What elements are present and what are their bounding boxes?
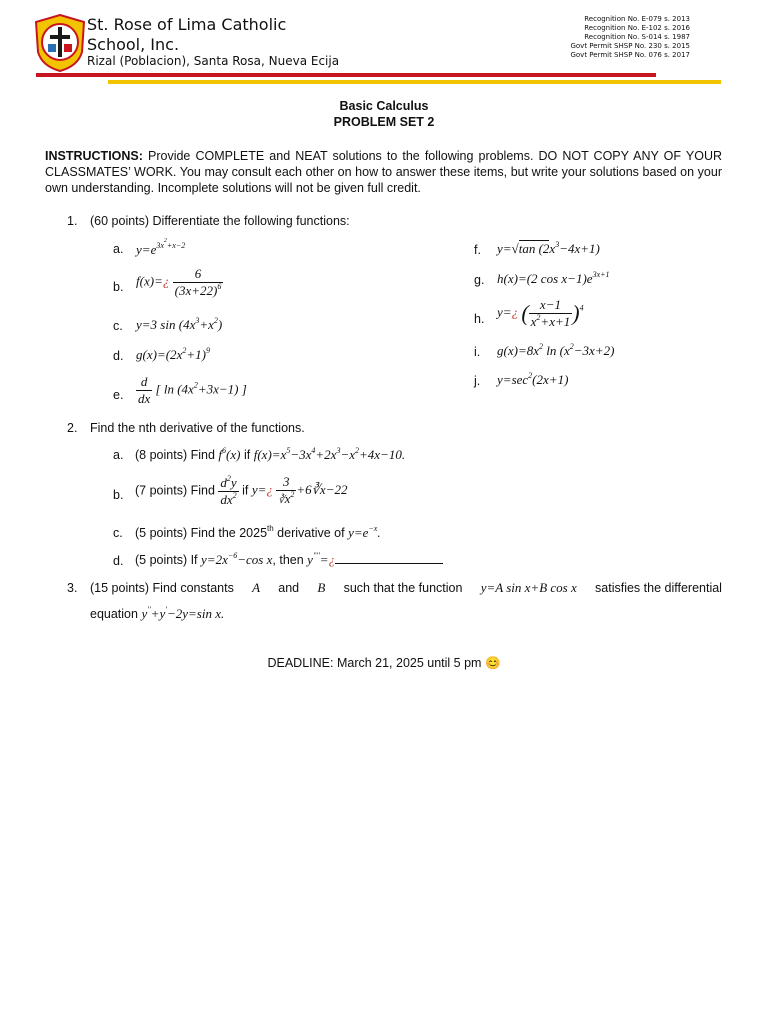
p2-item-d: (5 points) If $y=2x^{-6}-\cos$ x, then y''''=¿ [135,552,443,568]
instructions-text: Provide COMPLETE and NEAT solutions to the following problems. DO NOT COPY ANY OF YOUR CLASSMATES’ WORK. You may consult each other on how to answer these items, but write your solutions based on your own understanding. Incomplete solutions will not be given full credit. [45,149,722,195]
instructions [45,148,722,196]
p2-c-text: (5 points) Find the 2025 [135,526,268,540]
problem-3-line2: equation y''+y'−2y=sin x. [90,605,225,621]
p2-item-a: (8 points) Find $f^6(x)$ if $f(x)=x^5-3x^4+2x^3-x^2+4x-10$. [135,446,406,462]
p2-item-b: (7 points) Find $\frac{d^2y}{dx^2}$ if y=¿ $\frac{3}{∛x^2}$ +6∛x−22 [135,474,348,507]
p1-label-h: h. [474,312,485,326]
problem-1-prompt: (60 points) Differentiate the following functions: [90,214,350,228]
p1-expr-j: $y=\sec^2(2x+1)$ [497,371,569,387]
recognition-3: Recognition No. S-014 s. 1987 [584,33,690,41]
header-red-bar [36,73,656,77]
p3-text4: equation [90,607,138,621]
problem-3-line1: (15 points) Find constants A and B such that the function y=A sin x+B cos x satisfies the differential [90,580,722,595]
recognition-1: Recognition No. E-079 s. 2013 [584,15,690,23]
header-yellow-bar [108,80,721,84]
p2-a-text: (8 points) Find [135,448,215,462]
p1-label-f: f. [474,243,481,257]
p1-expr-e: $\frac{d}{dx}$ [ $\ln (4x^2+3x-1)$ ] [138,374,247,406]
problem-2-prompt: Find the nth derivative of the functions. [90,421,305,435]
p3-text2: such that the function [343,581,463,595]
problem-2-number: 2. [67,421,78,435]
course-title: Basic Calculus [339,99,429,113]
p3-text1: (15 points) Find constants [90,581,234,595]
instructions-label: INSTRUCTIONS: [45,149,143,163]
p1-expr-i: $g(x)=8x^2$ $\ln (x^2-3x+2)$ [497,342,615,358]
p1-label-c: c. [113,319,123,333]
p1-expr-b: f(x)=¿ $\frac{6}{(3x+22)^6}$ [136,266,222,298]
school-seal-logo [34,14,86,72]
p1-expr-c: y=3 $\sin (4x^3+x^2)$ [136,316,223,332]
p2-label-a: a. [113,448,124,462]
answer-blank [335,552,443,564]
p2-label-b: b. [113,488,124,502]
deadline: DEADLINE: March 21, 2025 until 5 pm 😊 [267,656,501,670]
p1-expr-a: $y=e^{3x^2+x-2}$ [136,238,186,257]
p1-expr-h: y=¿ ( $\frac{x-1}{x^2+x+1}$ )$^4$ [497,297,584,329]
p1-expr-d: $g(x)=(2x^2+1)^9$ [136,346,210,362]
p2-item-c: (5 points) Find the 2025th derivative of $y=e^{-x}$. [135,524,381,540]
p1-label-a: a. [113,242,124,256]
p3-text3: satisfies the differential [595,581,722,595]
p2-c-text2: derivative of [273,526,345,540]
p1-expr-g: h(x)=(2 $\cos x-1)e^{3x+1}$ [497,270,610,286]
p1-label-b: b. [113,280,124,294]
p1-label-e: e. [113,388,124,402]
school-address: Rizal (Poblacion), Santa Rosa, Nueva Ecija [87,54,340,68]
school-name-line1: St. Rose of Lima Catholic [87,15,287,34]
problem-set-title: PROBLEM SET 2 [333,115,435,129]
p2-d-text: (5 points) If [135,553,198,567]
p1-label-j: j. [474,374,481,388]
p1-label-g: g. [474,273,485,287]
recognition-2: Recognition No. E-102 s. 2016 [584,24,690,32]
problem-3-number: 3. [67,581,78,595]
p2-label-c: c. [113,526,123,540]
p2-b-text: (7 points) Find [135,483,215,498]
p2-label-d: d. [113,554,124,568]
p1-label-d: d. [113,349,124,363]
permit-1: Govt Permit SHSP No. 230 s. 2015 [570,42,690,50]
p1-label-i: i. [474,345,481,359]
permit-2: Govt Permit SHSP No. 076 s. 2017 [570,51,690,59]
p1-expr-f: y=√tan $(2x^3-4x+1)$ [497,240,600,256]
school-name-line2: School, Inc. [87,35,180,54]
p2-d-then: , then [272,553,304,567]
problem-1-number: 1. [67,214,78,228]
